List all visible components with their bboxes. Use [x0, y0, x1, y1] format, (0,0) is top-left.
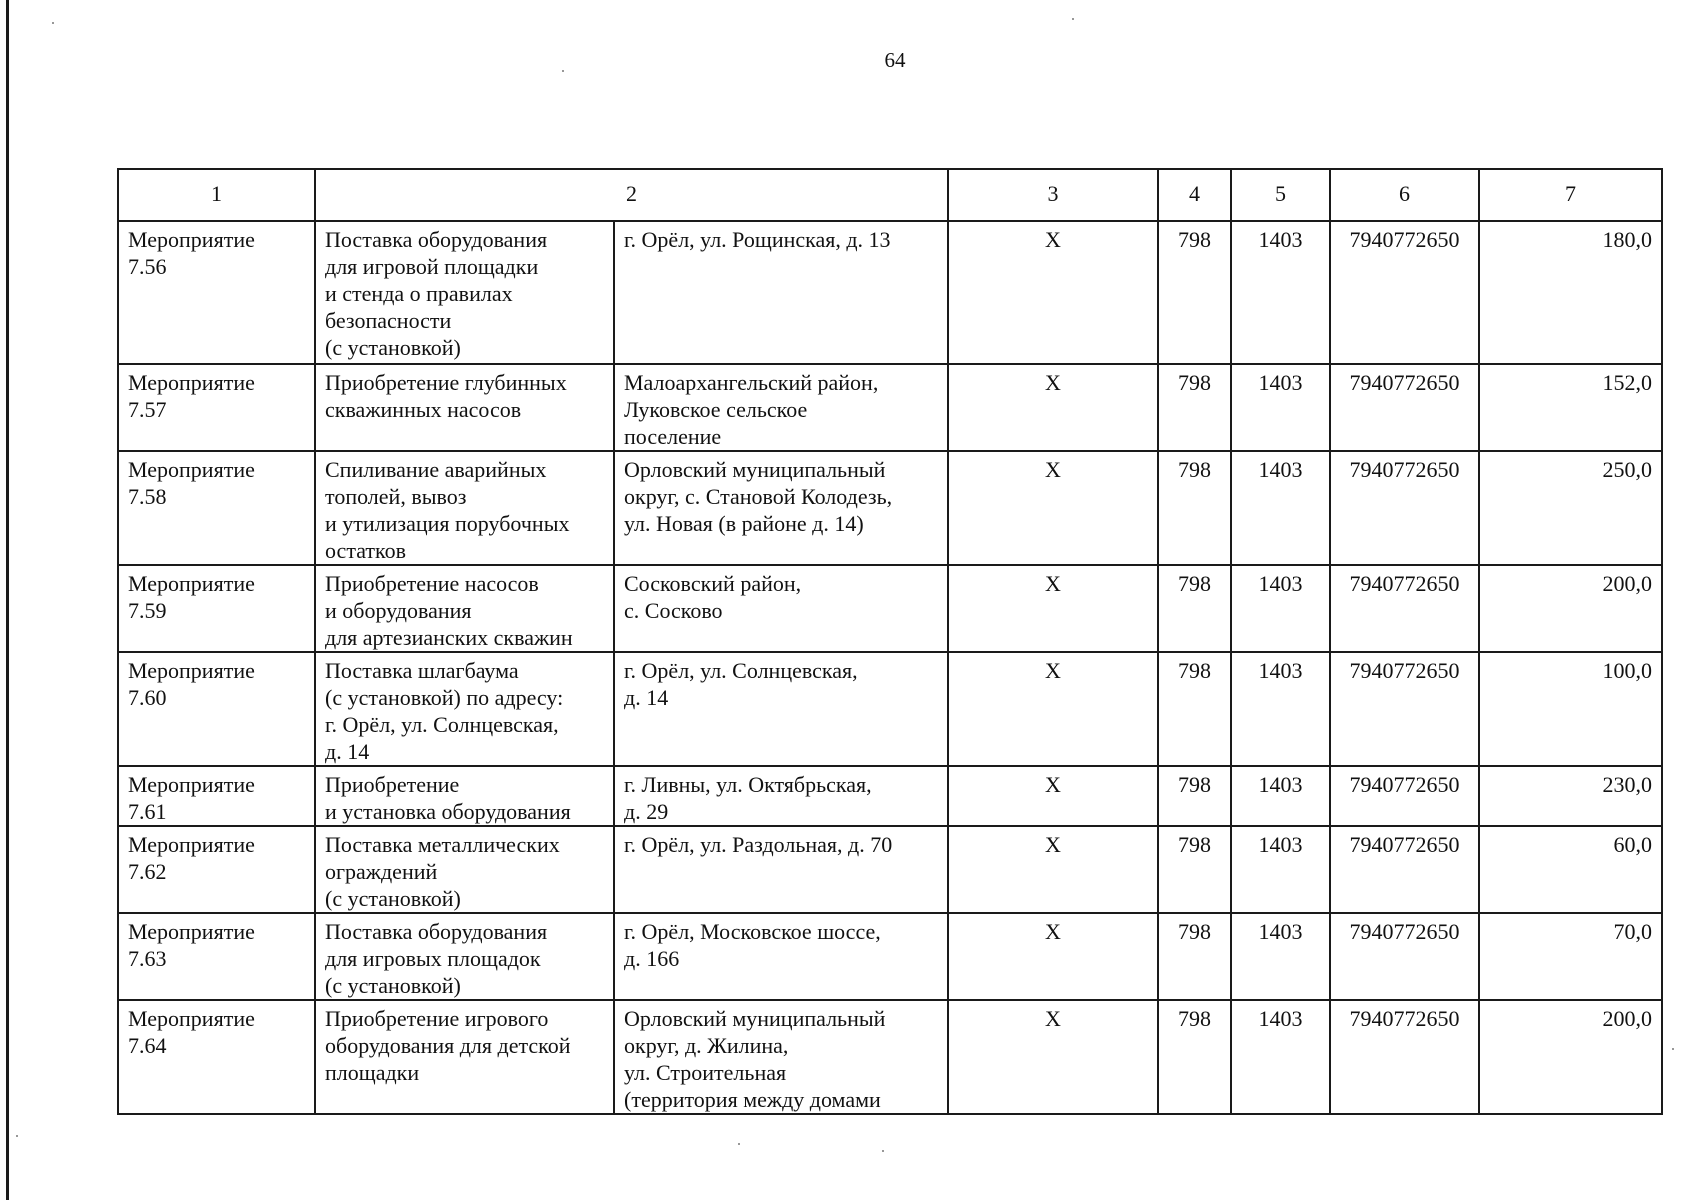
event-name-cell: Приобретение игрового оборудования для детской площадки — [315, 1000, 614, 1114]
column-header: 4 — [1158, 169, 1231, 221]
amount-cell: 230,0 — [1479, 766, 1662, 826]
column-3-cell: X — [948, 913, 1158, 1000]
column-4-cell: 798 — [1158, 652, 1231, 766]
event-name-cell: Поставка шлагбаума (с установкой) по адресу: г. Орёл, ул. Солнцевская, д. 14 — [315, 652, 614, 766]
column-5-cell: 1403 — [1231, 826, 1330, 913]
column-6-cell: 7940772650 — [1330, 826, 1479, 913]
column-4-cell: 798 — [1158, 221, 1231, 364]
header-row — [118, 169, 1662, 221]
column-4-cell: 798 — [1158, 451, 1231, 565]
scan-speck — [738, 1143, 740, 1145]
event-address-cell: г. Орёл, ул. Солнцевская, д. 14 — [614, 652, 948, 766]
column-header: 5 — [1231, 169, 1330, 221]
event-address-cell: Малоархангельский район, Луковское сельское поселение — [614, 364, 948, 451]
column-6-cell: 7940772650 — [1330, 565, 1479, 652]
column-5-cell: 1403 — [1231, 766, 1330, 826]
event-name-cell: Спиливание аварийных тополей, вывоз и утилизация порубочных остатков — [315, 451, 614, 565]
amount-cell: 60,0 — [1479, 826, 1662, 913]
column-5-cell: 1403 — [1231, 1000, 1330, 1114]
amount-cell: 200,0 — [1479, 1000, 1662, 1114]
event-name-cell: Приобретение глубинных скважинных насосов — [315, 364, 614, 451]
column-5-cell: 1403 — [1231, 451, 1330, 565]
scan-speck — [52, 22, 54, 24]
column-6-cell: 7940772650 — [1330, 913, 1479, 1000]
column-6-cell: 7940772650 — [1330, 1000, 1479, 1114]
amount-cell: 70,0 — [1479, 913, 1662, 1000]
table-row — [118, 652, 1662, 766]
event-id-cell: Мероприятие 7.57 — [118, 364, 315, 451]
scan-speck — [1072, 18, 1074, 20]
table-row — [118, 364, 1662, 451]
table-row — [118, 913, 1662, 1000]
event-name-cell: Приобретение насосов и оборудования для артезианских скважин — [315, 565, 614, 652]
event-name-cell: Поставка оборудования для игровой площадки и стенда о правилах безопасности (с установкой) — [315, 221, 614, 364]
column-3-cell: X — [948, 652, 1158, 766]
column-4-cell: 798 — [1158, 364, 1231, 451]
event-id-cell: Мероприятие 7.64 — [118, 1000, 315, 1114]
scan-edge-line — [6, 0, 9, 1200]
event-name-cell: Приобретение и установка оборудования — [315, 766, 614, 826]
column-header: 2 — [315, 169, 948, 221]
column-4-cell: 798 — [1158, 913, 1231, 1000]
scan-speck — [16, 1135, 18, 1137]
column-6-cell: 7940772650 — [1330, 766, 1479, 826]
event-address-cell: Орловский муниципальный округ, с. Становой Колодезь, ул. Новая (в районе д. 14) — [614, 451, 948, 565]
event-address-cell: г. Ливны, ул. Октябрьская, д. 29 — [614, 766, 948, 826]
column-6-cell: 7940772650 — [1330, 364, 1479, 451]
column-4-cell: 798 — [1158, 1000, 1231, 1114]
event-address-cell: г. Орёл, ул. Рощинская, д. 13 — [614, 221, 948, 364]
event-address-cell: Сосковский район, с. Сосково — [614, 565, 948, 652]
event-id-cell: Мероприятие 7.56 — [118, 221, 315, 364]
column-4-cell: 798 — [1158, 766, 1231, 826]
event-id-cell: Мероприятие 7.63 — [118, 913, 315, 1000]
event-address-cell: г. Орёл, ул. Раздольная, д. 70 — [614, 826, 948, 913]
column-3-cell: X — [948, 364, 1158, 451]
amount-cell: 200,0 — [1479, 565, 1662, 652]
column-5-cell: 1403 — [1231, 364, 1330, 451]
column-4-cell: 798 — [1158, 565, 1231, 652]
column-header: 3 — [948, 169, 1158, 221]
table-row — [118, 1000, 1662, 1114]
amount-cell: 180,0 — [1479, 221, 1662, 364]
column-3-cell: X — [948, 221, 1158, 364]
event-id-cell: Мероприятие 7.59 — [118, 565, 315, 652]
scan-speck — [562, 70, 564, 72]
event-id-cell: Мероприятие 7.62 — [118, 826, 315, 913]
column-5-cell: 1403 — [1231, 565, 1330, 652]
column-3-cell: X — [948, 451, 1158, 565]
event-name-cell: Поставка металлических ограждений (с установкой) — [315, 826, 614, 913]
column-header: 7 — [1479, 169, 1662, 221]
event-id-cell: Мероприятие 7.61 — [118, 766, 315, 826]
table-row — [118, 766, 1662, 826]
column-header: 1 — [118, 169, 315, 221]
column-header: 6 — [1330, 169, 1479, 221]
column-3-cell: X — [948, 766, 1158, 826]
table-row — [118, 451, 1662, 565]
column-3-cell: X — [948, 826, 1158, 913]
event-address-cell: Орловский муниципальный округ, д. Жилина, ул. Строительная (территория между домами — [614, 1000, 948, 1114]
table-row — [118, 565, 1662, 652]
event-id-cell: Мероприятие 7.58 — [118, 451, 315, 565]
event-name-cell: Поставка оборудования для игровых площадок (с установкой) — [315, 913, 614, 1000]
column-5-cell: 1403 — [1231, 652, 1330, 766]
column-5-cell: 1403 — [1231, 221, 1330, 364]
amount-cell: 100,0 — [1479, 652, 1662, 766]
scan-speck — [882, 1150, 884, 1152]
column-3-cell: X — [948, 565, 1158, 652]
column-4-cell: 798 — [1158, 826, 1231, 913]
event-id-cell: Мероприятие 7.60 — [118, 652, 315, 766]
event-address-cell: г. Орёл, Московское шоссе, д. 166 — [614, 913, 948, 1000]
table-row — [118, 826, 1662, 913]
column-3-cell: X — [948, 1000, 1158, 1114]
table-row — [118, 221, 1662, 364]
data-table — [117, 168, 1663, 1115]
amount-cell: 152,0 — [1479, 364, 1662, 451]
page-number: 64 — [884, 48, 906, 72]
column-6-cell: 7940772650 — [1330, 221, 1479, 364]
scan-speck — [1672, 1048, 1674, 1050]
amount-cell: 250,0 — [1479, 451, 1662, 565]
column-6-cell: 7940772650 — [1330, 652, 1479, 766]
column-6-cell: 7940772650 — [1330, 451, 1479, 565]
column-5-cell: 1403 — [1231, 913, 1330, 1000]
